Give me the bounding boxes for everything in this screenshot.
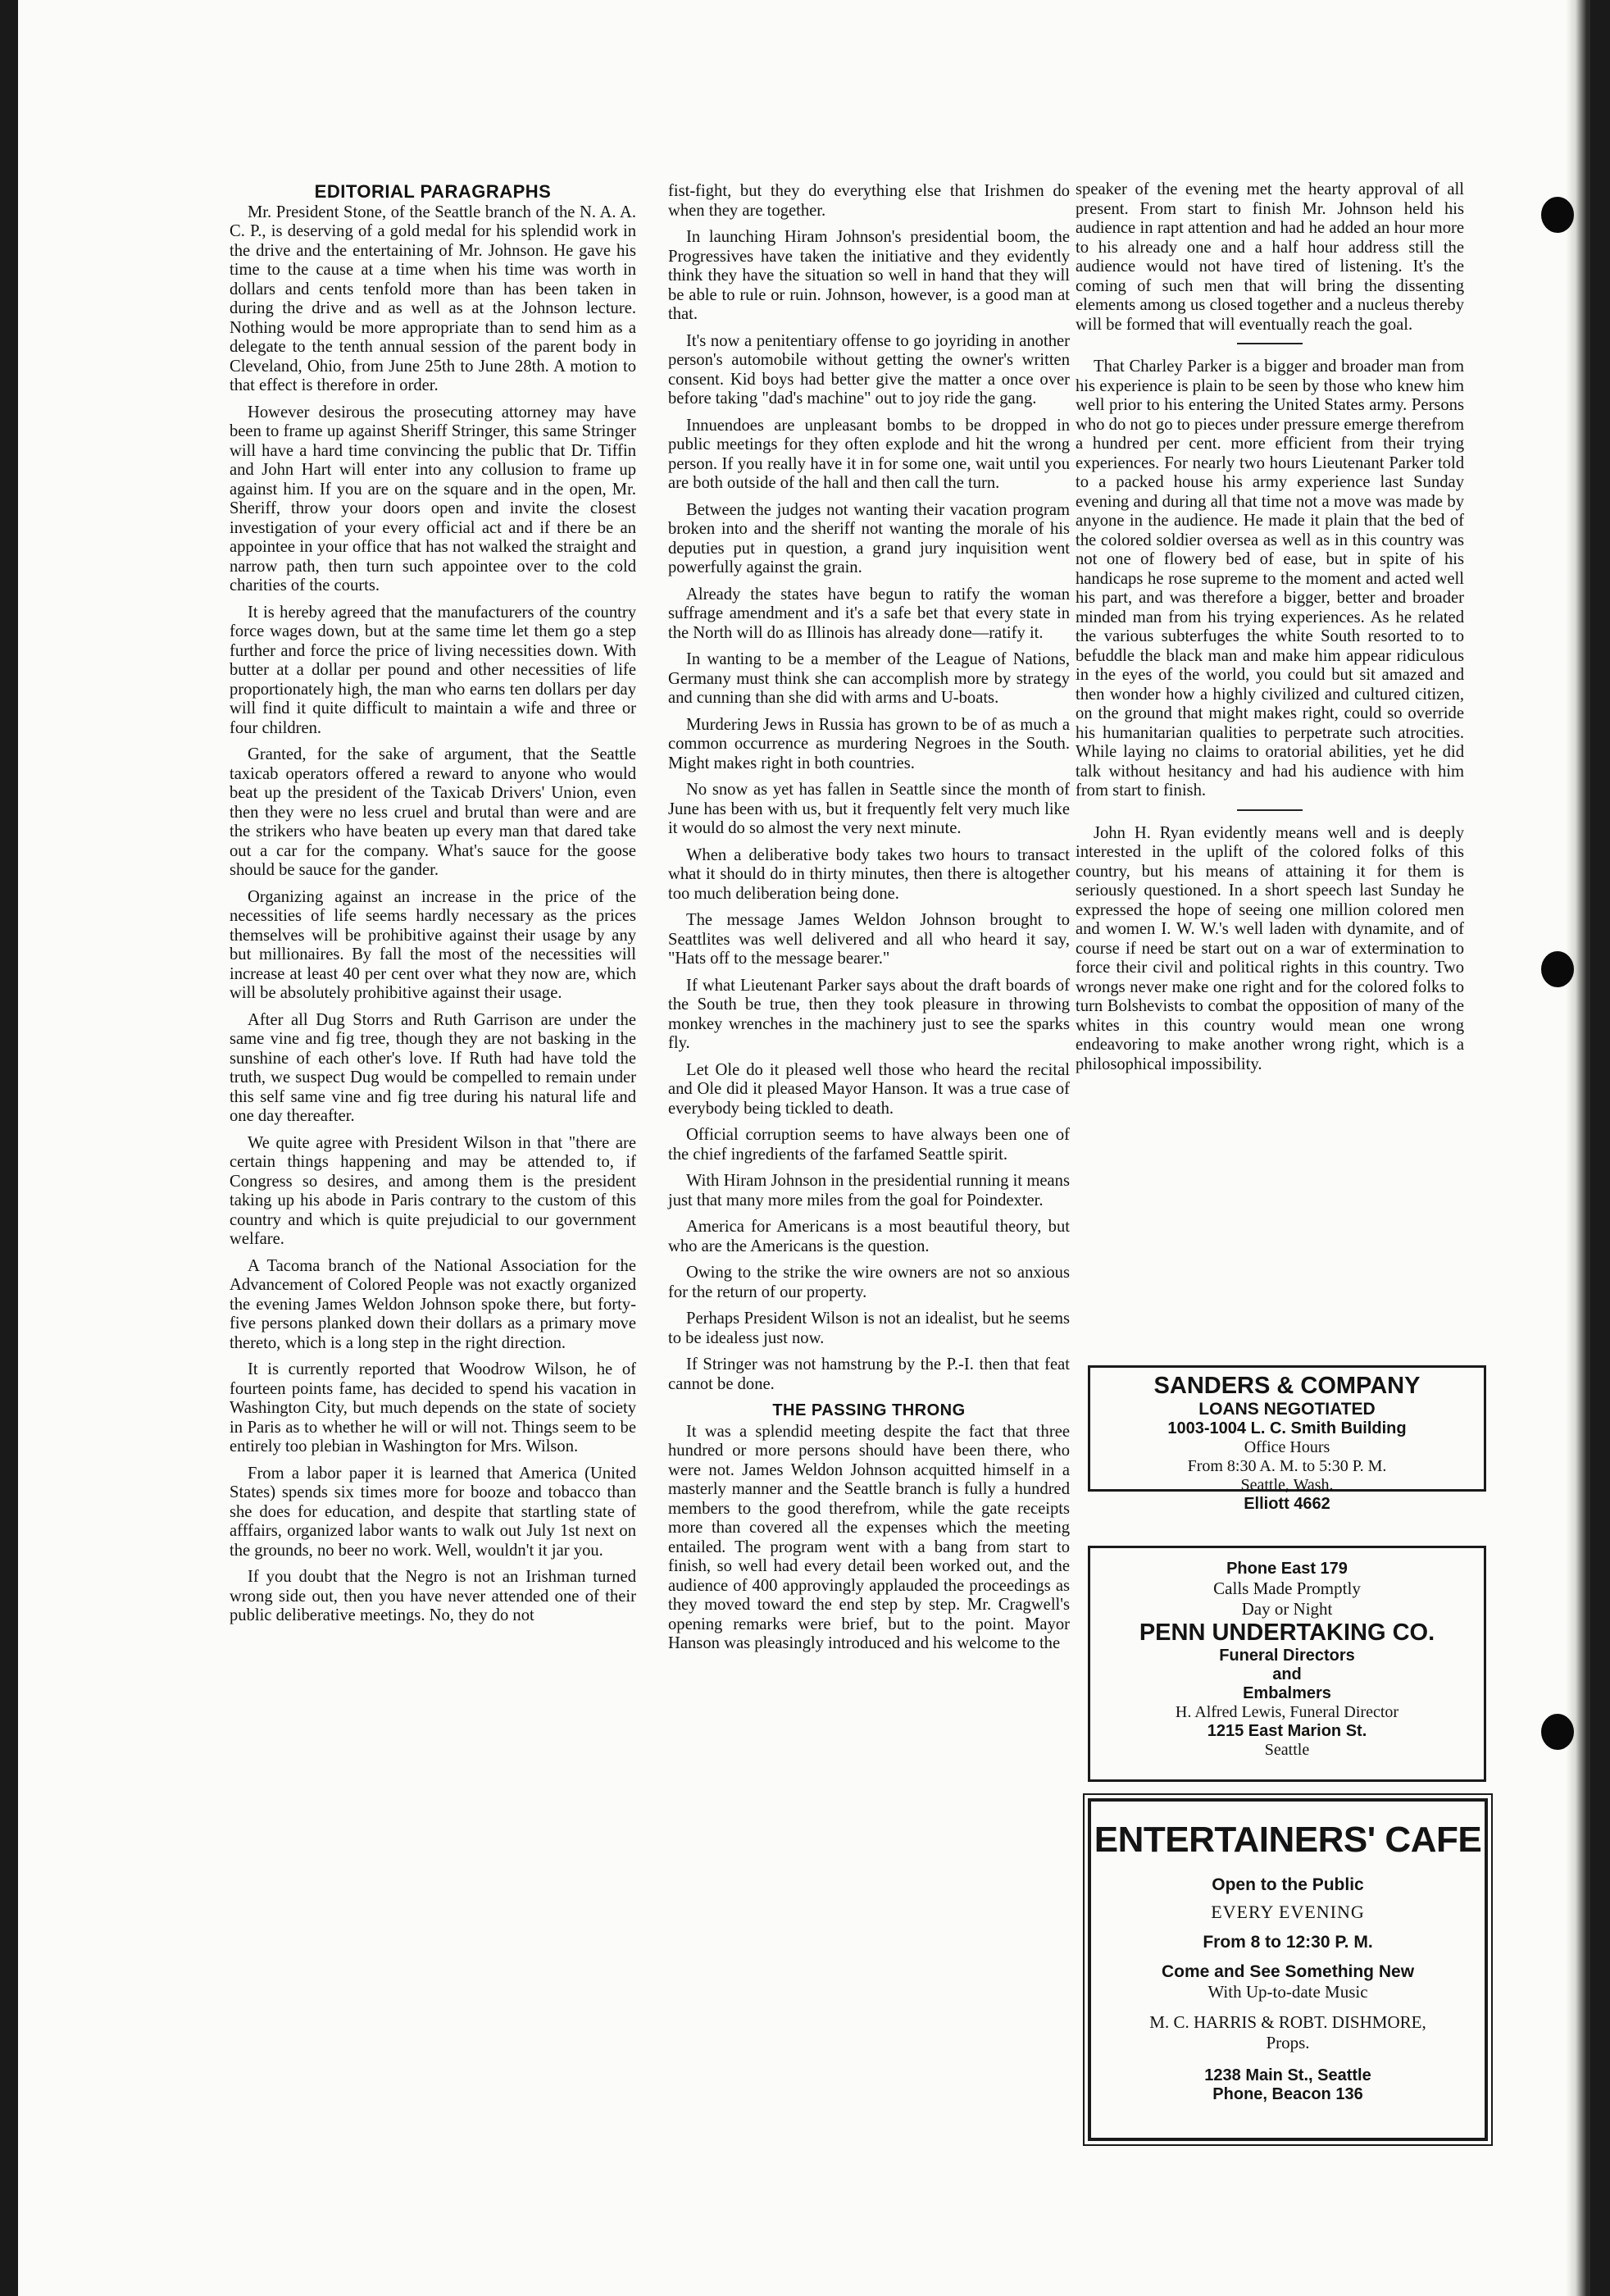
editorial-paragraph: Official corruption seems to have always been one of the chief ingredients of the farfamed Seattle spirit. [668,1126,1070,1164]
ad-line: Embalmers [1243,1684,1331,1702]
newspaper-page [18,0,1590,2296]
editorial-title: EDITORIAL PARAGRAPHS [314,181,552,202]
editorial-paragraph: It is currently reported that Woodrow Wilson, he of fourteen points fame, has decided to spend his vacation in Washington City, but much depends on the state of society in Paris as to whether he will or will not. Things seem to be entirely too plebian in Washington for Mrs. Wilson. [230,1360,636,1456]
ad-line: Day or Night [1241,1599,1333,1619]
passing-throng-paragraph: speaker of the evening met the hearty approval of all present. From start to finish Mr. Johnson held his audience in rapt attention and had he added an hour more to his already one and a half hour address still the audience would not have tired of listening. It's the coming of such men that will bring the dissenting elements among us closed together and a nucleus thereby will be formed that will eventually reach the goal. [1076,180,1464,334]
editorial-column-1 [230,182,636,1633]
ad-business-name: ENTERTAINERS' CAFE [1094,1820,1482,1860]
ad-phone: Phone East 179 [1226,1560,1348,1578]
editorial-paragraph: Perhaps President Wilson is not an idealist, but he seems to be idealess just now. [668,1310,1070,1347]
editorial-paragraph: When a deliberative body takes two hours to transact what it should do in thirty minutes, then there is altogether too much deliberation being done. [668,845,1070,903]
editorial-column-2 [668,182,1070,1661]
editorial-paragraph: America for Americans is a most beautiful theory, but who are the Americans is the question. [668,1218,1070,1255]
ad-business-name: PENN UNDERTAKING CO. [1139,1620,1435,1646]
punch-hole-icon [1541,197,1574,233]
editorial-paragraph: With Hiram Johnson in the presidential running it means just that many more miles from the goal for Poindexter. [668,1172,1070,1210]
editorial-paragraph: Between the judges not wanting their vacation program broken into and the sheriff not wanting the morale of his deputies put in question, a grand jury inquisition went powerfully against the grain. [668,500,1070,576]
ad-line: Props. [1266,2033,1310,2052]
ad-city: Seattle [1264,1741,1310,1759]
page-edge-shadow [1566,0,1590,2296]
editorial-paragraph: No snow as yet has fallen in Seattle since the month of June has been with us, but it frequently felt very much like it would do so almost the very next minute. [668,781,1070,837]
ad-hours: From 8 to 12:30 P. M. [1203,1933,1373,1952]
ad-line: With Up-to-date Music [1208,1982,1368,2002]
editorial-paragraph: A Tacoma branch of the National Association for the Advancement of Colored People was not exactly organized the evening James Weldon Johnson spoke there, but forty-five persons planked down their dollars as a primary move thereto, which is a long step in the right direction. [230,1256,636,1352]
editorial-paragraph: The message James Weldon Johnson brought to Seattlites was well delivered and all who heard it say, "Hats off to the message bearer." [668,911,1070,968]
ad-line: EVERY EVENING [1211,1902,1365,1922]
editorial-paragraph: Innuendoes are unpleasant bombs to be dropped in public meetings for they often explode and hit the wrong person. If you really have it in for some one, wait until you are both outside of the hall and then call the turn. [668,416,1070,492]
editorial-paragraph: If Stringer was not hamstrung by the P.-I. then that feat cannot be done. [668,1355,1070,1393]
section-divider [1237,343,1303,344]
ad-line: Office Hours [1244,1438,1330,1456]
punch-hole-icon [1541,951,1574,987]
punch-hole-icon [1541,1714,1574,1750]
editorial-paragraph: However desirous the prosecuting attorney may have been to frame up against Sheriff Stringer, this same Stringer will have a hard time convincing the public that Dr. Tiffin and John Hart will enter into any collusion to frame up against him. If you are on the square and in the open, Mr. Sheriff, throw your doors open and invite the closest investigation of your every official act and if there be an appointee in your office that has not walked the straight and narrow path, then turn such appointee over to the cold charities of the courts. [230,403,636,594]
editorial-paragraph: Mr. President Stone, of the Seattle branch of the N. A. A. C. P., is deserving of a gold medal for his splendid work in the drive and the entertaining of Mr. Johnson. He gave his time to the cause at a time when his time was worth in dollars and cents tenfold more than has been taken in during the drive and as well as at the Johnson lecture. Nothing would be more appropriate than to send him as a delegate to the tenth annual session of the parent body in Cleveland, Ohio, from June 25th to June 28th. A motion to that effect is therefore in order. [230,203,636,394]
editorial-paragraph: After all Dug Storrs and Ruth Garrison are under the same vine and fig tree, though they are not basking in the sunshine of each other's love. If Ruth had have told the truth, we suspect Dug would be compelled to remain under this self same vine and fig tree during his natural life and one day thereafter. [230,1010,636,1125]
penn-undertaking-ad [1088,1546,1486,1782]
ad-city: Seattle, Wash. [1240,1476,1334,1494]
ad-phone: Phone, Beacon 136 [1212,2085,1363,2103]
ad-line: LOANS NEGOTIATED [1198,1400,1376,1419]
sanders-company-ad [1088,1365,1486,1513]
editorial-paragraph: If you doubt that the Negro is not an Irishman turned wrong side out, then you have never attended one of their public deliberative meetings. No, they do not [230,1568,636,1624]
editorial-paragraph: In launching Hiram Johnson's presidential boom, the Progressives have taken the initiative and they evidently think they have the situation so well in hand that they will be able to rule or ruin. Johnson, however, is a good man at that. [668,228,1070,323]
passing-throng-paragraph: It was a splendid meeting despite the fact that three hundred or more persons should have been there, who were not. James Weldon Johnson acquitted himself in a masterly manner and the Seattle branch is fully a hundred members to the good therefrom, while the gate receipts more than covered all the expenses which the meeting entailed. The program went with a bang from start to finish, so well had every detail been worked out, and the audience of 400 approvingly applauded the proceedings as they moved toward the end step by step. Mr. Cragwell's opening remarks were brief, but to the point. Mayor Hanson was pleasingly introduced and his welcome to the [668,1422,1070,1652]
editorial-paragraph: Let Ole do it pleased well those who heard the recital and Ole did it pleased Mayor Hanson. It was a true case of everybody being tickled to death. [668,1060,1070,1118]
editorial-paragraph: Organizing against an increase in the price of the necessities of life seems hardly necessary as the prices themselves will be prohibitive against their usage by any but millionaires. By fall the most of the necessities will increase at least 40 per cent over what they now are, which will be absolutely prohibitive against their usage. [230,887,636,1002]
editorial-paragraph: Murdering Jews in Russia has grown to be of as much a common occurrence as murdering Negroes in the South. Might makes right in both countries. [668,715,1070,772]
ad-address: 1238 Main St., Seattle [1204,2066,1371,2084]
ad-hours: From 8:30 A. M. to 5:30 P. M. [1187,1457,1387,1475]
editorial-paragraph: From a labor paper it is learned that America (United States) spends six times more for booze and tobacco than she does for education, and despite that startling state of afffairs, organized labor wants to walk out July 1st next on the grounds, no beer no work. Well, wouldn't it jar you. [230,1464,636,1560]
editorial-paragraph: It's now a penitentiary offense to go joyriding in another person's automobile without getting the owner's written consent. Kid boys had better give the matter a once over before taking "dad's machine" out to joy ride the gang. [668,331,1070,408]
ad-address: 1215 East Marion St. [1207,1722,1367,1740]
editorial-paragraph: Owing to the strike the wire owners are not so anxious for the return of our property. [668,1264,1070,1301]
ad-line: Come and See Something New [1161,1962,1415,1981]
ad-line: and [1272,1665,1302,1683]
passing-throng-column [1076,180,1464,1082]
ad-business-name: SANDERS & COMPANY [1153,1373,1421,1399]
ad-line: M. C. HARRIS & ROBT. DISHMORE, [1149,2012,1426,2032]
ad-phone: Elliott 4662 [1244,1495,1330,1513]
ad-line: Calls Made Promptly [1213,1578,1361,1598]
editorial-paragraph: fist-fight, but they do everything else that Irishmen do when they are together. [668,182,1070,220]
ad-line: Funeral Directors [1219,1647,1355,1665]
passing-throng-paragraph: John H. Ryan evidently means well and is deeply interested in the uplift of the colored folks of this country, but his means of attaining it for them is seriously questioned. In a short speech last Sunday he expressed the hope of seeing one million colored men and women I. W. W.'s well laden with dynamite, and of course if need be start out on a war of extermination to force their civil and political rights in this country. Two wrongs never make one right and for the colored folks to turn Bolshevists to combat the opposition of many of the whites in this country would mean one wrong endeavoring to make another wrong right, which is a philosophical impossibility. [1076,823,1464,1073]
ad-line: H. Alfred Lewis, Funeral Director [1175,1703,1399,1721]
editorial-paragraph: Already the states have begun to ratify the woman suffrage amendment and it's a safe bet that every state in the North will do as Illinois has already done—ratify it. [668,585,1070,642]
editorial-paragraph: If what Lieutenant Parker says about the draft boards of the South be true, then they took pleasure in throwing monkey wrenches in the machinery just to see the sparks fly. [668,976,1070,1052]
editorial-paragraph: Granted, for the sake of argument, that the Seattle taxicab operators offered a reward to anyone who would beat up the president of the Taxicab Drivers' Union, even then they were no less cruel and brutal than were and are the strikers who have beaten up every man that dared take out a car for the company. What's sauce for the goose should be sauce for the gander. [230,745,636,879]
entertainers-cafe-ad [1088,1798,1488,2141]
editorial-paragraph: It is hereby agreed that the manufacturers of the country force wages down, but at the same time let them go a step further and force the price of living necessities down. With butter at a dollar per pound and other necessities of life proportionately high, the man who earns ten dollars per day will find it quite difficult to maintain a wife and three or four children. [230,603,636,737]
ad-line: Open to the Public [1212,1875,1364,1894]
passing-throng-title: THE PASSING THRONG [772,1401,966,1419]
editorial-paragraph: We quite agree with President Wilson in that "there are certain things happening and may be attended to, if Congress so desires, and among them is the president taking up his abode in Paris contrary to the custom of this country and which is quite prejudicial to our government welfare. [230,1133,636,1248]
editorial-paragraph: In wanting to be a member of the League of Nations, Germany must think she can accomplish more by strategy and cunning than she did with arms and U-boats. [668,650,1070,707]
section-divider [1237,809,1303,811]
passing-throng-paragraph: That Charley Parker is a bigger and broader man from his experience is plain to be seen by those who knew him well prior to his entering the United States army. Persons who do not go to pieces under pressure emerge therefrom a hundred per cent. more efficient from their trying experiences. For nearly two hours Lieutenant Parker told to a packed house his army experience last Sunday evening and during all that time not a move was made by anyone in the audience. He made it plain that the bed of the colored soldier oversea as well as in this country was not one of flowery bed of ease, but in spite of his handicaps he rose supreme to the moment and acted well his part, and was therefore a bigger, better and broader minded man from his trying experiences. As he related the various subterfuges the white South resorted to to befuddle the black man and make him appear ridiculous in the eyes of the world, you could but sit amazed and then wonder how a highly civilized and cultured citizen, on the ground that might makes right, could so override his humanitarian qualities to perpetrate such atrocities. While laying no claims to oratorial abilities, yet he did talk without hesitancy and had his audience with him from start to finish. [1076,358,1464,800]
ad-address: 1003-1004 L. C. Smith Building [1167,1419,1407,1437]
